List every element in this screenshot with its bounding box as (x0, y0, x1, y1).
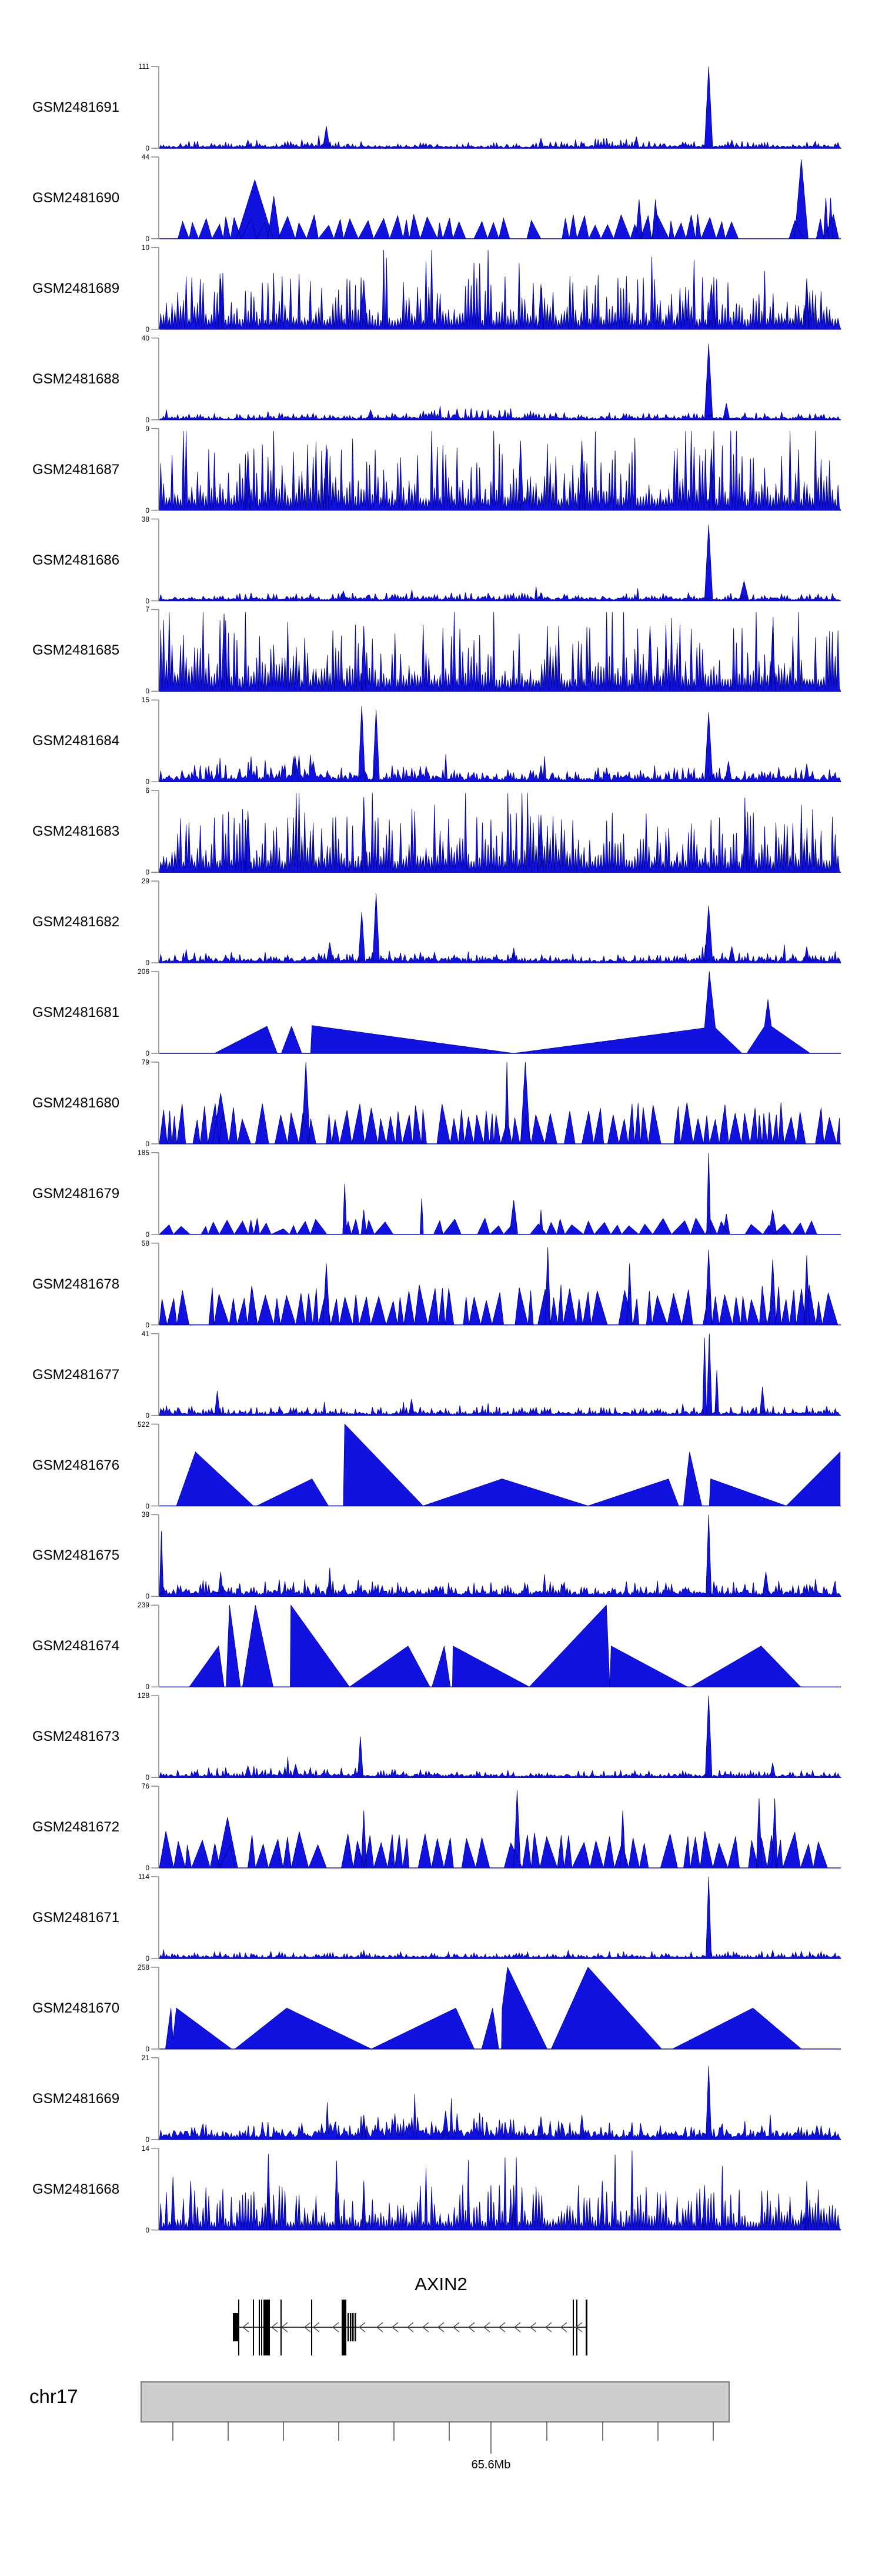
axis-zero-label: 0 (145, 1139, 149, 1148)
track-sample-label: GSM2481687 (32, 461, 120, 478)
coverage-area (159, 1247, 840, 1325)
axis-zero-label: 0 (145, 596, 149, 605)
axis-max-label: 44 (141, 152, 149, 161)
gene-exon (342, 2300, 346, 2355)
axis-max-label: 21 (141, 2053, 149, 2062)
track-sample-label: GSM2481689 (32, 280, 120, 296)
axis-max-label: 111 (138, 62, 149, 71)
track-sample-label: GSM2481681 (32, 1005, 120, 1020)
axis-max-label: 185 (137, 1148, 149, 1157)
track-sample-label: GSM2481684 (32, 733, 120, 749)
coverage-area (159, 793, 841, 872)
axis-zero-label: 0 (145, 1864, 149, 1873)
track-sample-label: GSM2481668 (32, 2181, 120, 2197)
coverage-area (159, 525, 841, 600)
track-sample-label: GSM2481676 (32, 1457, 120, 1473)
axis-zero-label: 0 (145, 1320, 149, 1329)
coverage-area (159, 343, 841, 419)
coverage-area (159, 159, 840, 239)
axis-zero-label: 0 (145, 2225, 149, 2234)
axis-max-label: 522 (137, 1420, 149, 1429)
coverage-area (215, 972, 810, 1053)
coverage-area (159, 66, 841, 148)
track-sample-label: GSM2481688 (32, 371, 120, 387)
axis-max-label: 10 (141, 243, 149, 252)
axis-zero-label: 0 (145, 2135, 149, 2144)
coverage-area (159, 1062, 840, 1144)
gene-utr-exon (350, 2313, 352, 2341)
axis-zero-label: 0 (145, 1954, 149, 1963)
coverage-area (159, 1153, 840, 1234)
track-sample-label: GSM2481678 (32, 1276, 120, 1292)
track-sample-label: GSM2481690 (32, 189, 120, 206)
track-sample-label: GSM2481685 (32, 642, 120, 659)
axis-max-label: 15 (141, 696, 149, 705)
track-sample-label: GSM2481671 (32, 1910, 120, 1926)
chromosome-bar (141, 2382, 729, 2422)
axis-zero-label: 0 (145, 1411, 149, 1420)
axis-max-label: 128 (137, 1691, 149, 1700)
coverage-area (159, 250, 841, 329)
axis-zero-label: 0 (145, 234, 149, 243)
axis-zero-label: 0 (145, 868, 149, 877)
gene-exon (573, 2300, 574, 2355)
axis-zero-label: 0 (145, 1683, 149, 1691)
gene-utr-exon (352, 2313, 354, 2341)
axis-zero-label: 0 (145, 325, 149, 333)
track-sample-label: GSM2481691 (32, 99, 120, 115)
axis-max-label: 40 (141, 333, 149, 342)
axis-zero-label: 0 (145, 778, 149, 786)
axis-zero-label: 0 (145, 959, 149, 967)
coverage-area (159, 612, 841, 692)
track-sample-label: GSM2481686 (32, 552, 120, 568)
track-sample-label: GSM2481675 (32, 1547, 120, 1564)
chromosome-label: chr17 (29, 2385, 78, 2407)
coverage-area (159, 1696, 841, 1777)
coverage-area (189, 1605, 801, 1687)
axis-zero-label: 0 (145, 1230, 149, 1239)
track-sample-label: GSM2481680 (32, 1095, 120, 1111)
axis-zero-label: 0 (145, 144, 149, 152)
gene-exon (259, 2300, 260, 2355)
gene-utr-exon (355, 2313, 356, 2341)
axis-zero-label: 0 (145, 2044, 149, 2053)
track-sample-label: GSM2481672 (32, 1819, 120, 1836)
axis-zero-label: 0 (145, 415, 149, 424)
axis-max-label: 6 (145, 786, 149, 795)
axis-zero-label: 0 (145, 1592, 149, 1601)
track-sample-label: GSM2481670 (32, 2000, 120, 2016)
axis-max-label: 258 (137, 1963, 149, 1971)
axis-max-label: 38 (141, 1510, 149, 1519)
coverage-area (165, 1967, 801, 2049)
track-sample-label: GSM2481682 (32, 914, 120, 930)
coverage-area (159, 1790, 840, 1868)
track-sample-label: GSM2481669 (32, 2090, 120, 2107)
coverage-area (159, 2151, 841, 2230)
coverage-area (159, 2066, 841, 2140)
coverage-area (159, 706, 841, 782)
gene-utr-exon (348, 2313, 349, 2341)
coverage-area (176, 1424, 840, 1506)
axis-max-label: 9 (145, 424, 149, 433)
axis-max-label: 239 (137, 1601, 149, 1610)
axis-max-label: 41 (141, 1329, 149, 1338)
axis-zero-label: 0 (145, 687, 149, 696)
gene-exon (586, 2300, 587, 2355)
gene-exon (263, 2300, 270, 2355)
axis-zero-label: 0 (145, 1773, 149, 1782)
axis-max-label: 206 (137, 967, 149, 976)
gene-exon (261, 2300, 262, 2355)
axis-zero-label: 0 (145, 1049, 149, 1057)
coverage-area (159, 1514, 841, 1596)
gene-name-label: AXIN2 (415, 2274, 467, 2294)
axis-max-label: 76 (141, 1782, 149, 1791)
track-sample-label: GSM2481679 (32, 1185, 120, 1202)
track-sample-label: GSM2481677 (32, 1366, 120, 1383)
gene-exon (253, 2300, 254, 2355)
coverage-area (159, 1877, 841, 1958)
axis-max-label: 14 (141, 2144, 149, 2153)
axis-zero-label: 0 (145, 506, 149, 515)
coverage-area (159, 431, 841, 510)
axis-max-label: 114 (138, 1873, 149, 1881)
axis-zero-label: 0 (145, 1501, 149, 1510)
track-sample-label: GSM2481673 (32, 1729, 120, 1745)
track-sample-label: GSM2481674 (32, 1638, 120, 1654)
axis-max-label: 58 (141, 1239, 149, 1247)
coverage-area (159, 893, 841, 963)
track-sample-label: GSM2481683 (32, 823, 120, 840)
coverage-area (159, 1334, 841, 1416)
axis-max-label: 38 (141, 515, 149, 523)
axis-position-label: 65.6Mb (471, 2458, 511, 2471)
gene-utr-exon (233, 2313, 239, 2341)
axis-max-label: 7 (145, 605, 149, 614)
axis-max-label: 29 (141, 877, 149, 886)
axis-max-label: 79 (141, 1057, 149, 1066)
gene-exon (311, 2300, 312, 2355)
